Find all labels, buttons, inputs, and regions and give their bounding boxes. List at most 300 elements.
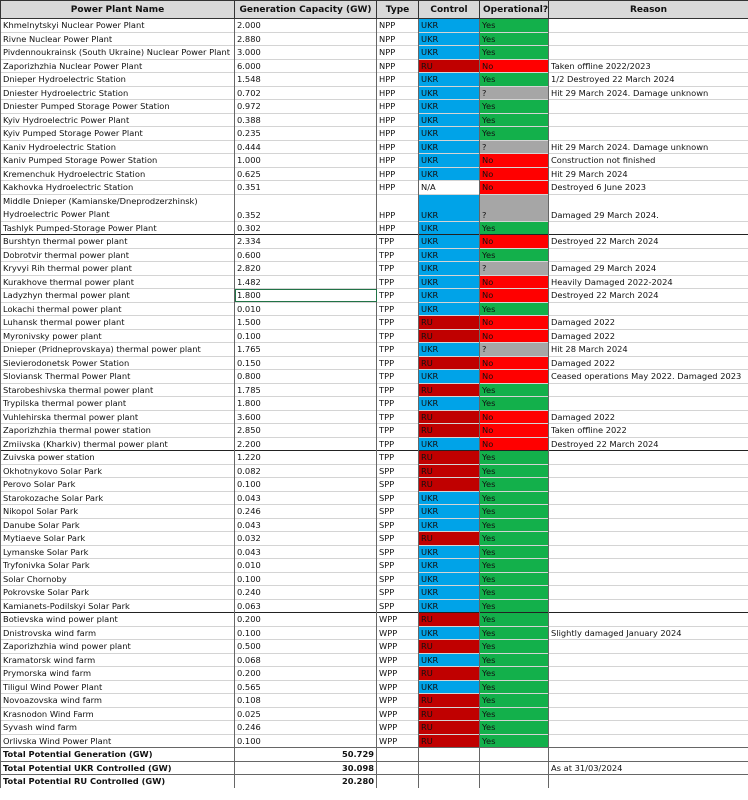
cell-operational[interactable]: No	[480, 316, 549, 330]
cell-control[interactable]: RU	[419, 451, 480, 465]
cell-plant-name[interactable]: Prymorska wind farm	[1, 667, 235, 681]
cell-capacity[interactable]: 0.565	[235, 680, 377, 694]
cell-plant-name[interactable]: Dniester Hydroelectric Station	[1, 86, 235, 100]
cell-type[interactable]: WPP	[377, 626, 419, 640]
cell-type[interactable]: NPP	[377, 19, 419, 33]
cell-type[interactable]: HPP	[377, 86, 419, 100]
cell-plant-name[interactable]: Kryvyi Rih thermal power plant	[1, 262, 235, 276]
total-value[interactable]: 30.098	[235, 761, 377, 775]
cell-operational[interactable]: Yes	[480, 491, 549, 505]
cell-type[interactable]: SPP	[377, 491, 419, 505]
cell-type[interactable]: SPP	[377, 572, 419, 586]
cell-capacity[interactable]: 0.702	[235, 86, 377, 100]
cell-control[interactable]: UKR	[419, 505, 480, 519]
cell-capacity[interactable]: 0.351	[235, 181, 377, 195]
cell-plant-name[interactable]: Luhansk thermal power plant	[1, 316, 235, 330]
cell-capacity[interactable]: 3.000	[235, 46, 377, 60]
cell-plant-name[interactable]: Botievska wind power plant	[1, 613, 235, 627]
cell-reason[interactable]	[549, 707, 748, 721]
cell-plant-name[interactable]: Myronivsky power plant	[1, 329, 235, 343]
cell-operational[interactable]: Yes	[480, 613, 549, 627]
cell-type[interactable]: HPP	[377, 221, 419, 235]
cell-plant-name[interactable]: Vuhlehirska thermal power plant	[1, 410, 235, 424]
cell-plant-name[interactable]: Zaporizhzhia thermal power station	[1, 424, 235, 438]
cell-operational[interactable]: Yes	[480, 73, 549, 87]
cell-type[interactable]: TPP	[377, 451, 419, 465]
cell-reason[interactable]	[549, 127, 748, 141]
cell-type[interactable]: SPP	[377, 545, 419, 559]
cell-operational[interactable]: No	[480, 289, 549, 303]
cell-control[interactable]: RU	[419, 532, 480, 546]
cell-operational[interactable]: Yes	[480, 127, 549, 141]
total-empty[interactable]	[419, 761, 480, 775]
cell-control[interactable]: RU	[419, 383, 480, 397]
cell-capacity[interactable]: 0.100	[235, 478, 377, 492]
cell-capacity[interactable]: 0.800	[235, 370, 377, 384]
cell-operational[interactable]: No	[480, 181, 549, 195]
cell-reason[interactable]	[549, 640, 748, 654]
cell-plant-name[interactable]: Burshtyn thermal power plant	[1, 235, 235, 249]
cell-capacity[interactable]: 0.240	[235, 586, 377, 600]
cell-operational[interactable]: ?	[480, 262, 549, 276]
cell-control[interactable]: UKR	[419, 397, 480, 411]
cell-plant-name[interactable]: Kurakhove thermal power plant	[1, 275, 235, 289]
cell-type[interactable]: TPP	[377, 437, 419, 451]
cell-plant-name[interactable]: Kakhovka Hydroelectric Station	[1, 181, 235, 195]
cell-reason[interactable]: Damaged 2022	[549, 316, 748, 330]
cell-control[interactable]: UKR	[419, 100, 480, 114]
cell-type[interactable]: WPP	[377, 640, 419, 654]
cell-type[interactable]: NPP	[377, 46, 419, 60]
cell-plant-name[interactable]: Danube Solar Park	[1, 518, 235, 532]
cell-control[interactable]: RU	[419, 694, 480, 708]
cell-operational[interactable]: ?	[480, 140, 549, 154]
cell-plant-name[interactable]: Pokrovske Solar Park	[1, 586, 235, 600]
cell-plant-name[interactable]: Pivdennoukrainsk (South Ukraine) Nuclear Power Plant	[1, 46, 235, 60]
cell-type[interactable]: HPP	[377, 181, 419, 195]
cell-capacity[interactable]: 2.334	[235, 235, 377, 249]
cell-reason[interactable]: Slightly damaged January 2024	[549, 626, 748, 640]
cell-reason[interactable]	[549, 32, 748, 46]
cell-plant-name[interactable]: Kaniv Hydroelectric Station	[1, 140, 235, 154]
cell-reason[interactable]	[549, 383, 748, 397]
cell-reason[interactable]	[549, 532, 748, 546]
cell-type[interactable]: TPP	[377, 410, 419, 424]
cell-capacity[interactable]: 0.246	[235, 505, 377, 519]
cell-reason[interactable]	[549, 518, 748, 532]
cell-type[interactable]: TPP	[377, 329, 419, 343]
cell-type[interactable]: TPP	[377, 370, 419, 384]
cell-type[interactable]: NPP	[377, 32, 419, 46]
cell-control[interactable]: RU	[419, 329, 480, 343]
cell-control[interactable]: RU	[419, 478, 480, 492]
cell-plant-name[interactable]: Trypilska thermal power plant	[1, 397, 235, 411]
cell-reason[interactable]	[549, 46, 748, 60]
cell-control[interactable]: UKR	[419, 248, 480, 262]
cell-reason[interactable]: Hit 29 March 2024. Damage unknown	[549, 86, 748, 100]
cell-plant-name[interactable]: Rivne Nuclear Power Plant	[1, 32, 235, 46]
cell-operational[interactable]: No	[480, 370, 549, 384]
cell-operational[interactable]: Yes	[480, 572, 549, 586]
cell-operational[interactable]: No	[480, 437, 549, 451]
cell-plant-name[interactable]: Dnieper (Pridneprovskaya) thermal power plant	[1, 343, 235, 357]
cell-capacity[interactable]: 1.785	[235, 383, 377, 397]
cell-capacity[interactable]: 0.063	[235, 599, 377, 613]
cell-control[interactable]: RU	[419, 410, 480, 424]
cell-control[interactable]: UKR	[419, 518, 480, 532]
cell-type[interactable]: TPP	[377, 262, 419, 276]
cell-control[interactable]: UKR	[419, 127, 480, 141]
cell-reason[interactable]	[549, 545, 748, 559]
total-label[interactable]: Total Potential UKR Controlled (GW)	[1, 761, 235, 775]
cell-operational[interactable]: Yes	[480, 113, 549, 127]
cell-plant-name[interactable]: Zmiivska (Kharkiv) thermal power plant	[1, 437, 235, 451]
cell-operational[interactable]: Yes	[480, 667, 549, 681]
cell-plant-name[interactable]: Novoazovska wind farm	[1, 694, 235, 708]
cell-reason[interactable]: Hit 28 March 2024	[549, 343, 748, 357]
cell-control[interactable]: UKR	[419, 586, 480, 600]
cell-type[interactable]: HPP	[377, 73, 419, 87]
cell-type[interactable]: TPP	[377, 302, 419, 316]
cell-type[interactable]: SPP	[377, 559, 419, 573]
header-reason[interactable]: Reason	[549, 1, 748, 19]
cell-operational[interactable]: No	[480, 329, 549, 343]
cell-type[interactable]: HPP	[377, 127, 419, 141]
cell-type[interactable]: WPP	[377, 721, 419, 735]
cell-operational[interactable]: No	[480, 59, 549, 73]
cell-type[interactable]: SPP	[377, 464, 419, 478]
cell-plant-name[interactable]: Mytiaeve Solar Park	[1, 532, 235, 546]
cell-type[interactable]: TPP	[377, 424, 419, 438]
cell-plant-name[interactable]: Kyiv Hydroelectric Power Plant	[1, 113, 235, 127]
cell-type[interactable]: TPP	[377, 316, 419, 330]
cell-plant-name[interactable]: Zaporizhzhia Nuclear Power Plant	[1, 59, 235, 73]
cell-type[interactable]: NPP	[377, 59, 419, 73]
cell-capacity[interactable]: 2.820	[235, 262, 377, 276]
cell-control[interactable]: RU	[419, 464, 480, 478]
cell-capacity[interactable]: 1.548	[235, 73, 377, 87]
cell-reason[interactable]	[549, 302, 748, 316]
cell-type[interactable]: TPP	[377, 343, 419, 357]
total-label[interactable]: Total Potential Generation (GW)	[1, 748, 235, 762]
total-empty[interactable]	[480, 775, 549, 788]
cell-type[interactable]: WPP	[377, 613, 419, 627]
cell-reason[interactable]: 1/2 Destroyed 22 March 2024	[549, 73, 748, 87]
cell-type[interactable]: WPP	[377, 653, 419, 667]
cell-plant-name[interactable]: Kamianets-Podilskyi Solar Park	[1, 599, 235, 613]
cell-control[interactable]: UKR	[419, 167, 480, 181]
cell-reason[interactable]: Destroyed 22 March 2024	[549, 235, 748, 249]
cell-plant-name[interactable]: Orlivska Wind Power Plant	[1, 734, 235, 748]
cell-capacity[interactable]: 0.082	[235, 464, 377, 478]
cell-operational[interactable]: Yes	[480, 19, 549, 33]
cell-type[interactable]: HPP	[377, 100, 419, 114]
cell-capacity[interactable]: 1.800	[235, 289, 377, 303]
cell-plant-name[interactable]: Krasnodon Wind Farm	[1, 707, 235, 721]
cell-operational[interactable]: Yes	[480, 586, 549, 600]
total-value[interactable]: 50.729	[235, 748, 377, 762]
cell-operational[interactable]: ?	[480, 343, 549, 357]
cell-type[interactable]: WPP	[377, 694, 419, 708]
cell-capacity[interactable]: 2.850	[235, 424, 377, 438]
cell-control[interactable]: RU	[419, 707, 480, 721]
cell-operational[interactable]: Yes	[480, 545, 549, 559]
cell-operational[interactable]: Yes	[480, 397, 549, 411]
cell-reason[interactable]	[549, 397, 748, 411]
cell-capacity[interactable]: 0.010	[235, 559, 377, 573]
cell-reason[interactable]: Ceased operations May 2022. Damaged 2023	[549, 370, 748, 384]
cell-reason[interactable]: Damaged 29 March 2024	[549, 262, 748, 276]
cell-operational[interactable]: Yes	[480, 559, 549, 573]
cell-control[interactable]: UKR	[419, 32, 480, 46]
cell-capacity[interactable]: 0.068	[235, 653, 377, 667]
cell-operational[interactable]: Yes	[480, 640, 549, 654]
cell-reason[interactable]	[549, 491, 748, 505]
cell-operational[interactable]: Yes	[480, 464, 549, 478]
cell-control[interactable]: RU	[419, 59, 480, 73]
cell-capacity[interactable]: 0.043	[235, 518, 377, 532]
cell-type[interactable]: WPP	[377, 667, 419, 681]
cell-type[interactable]: WPP	[377, 707, 419, 721]
cell-control[interactable]: RU	[419, 613, 480, 627]
cell-reason[interactable]: Heavily Damaged 2022-2024	[549, 275, 748, 289]
cell-plant-name[interactable]: Dnieper Hydroelectric Station	[1, 73, 235, 87]
total-note[interactable]: As at 31/03/2024	[549, 761, 748, 775]
cell-control[interactable]: UKR	[419, 19, 480, 33]
cell-operational[interactable]: Yes	[480, 100, 549, 114]
cell-capacity[interactable]: 0.972	[235, 100, 377, 114]
total-empty[interactable]	[377, 748, 419, 762]
cell-capacity[interactable]: 0.302	[235, 221, 377, 235]
cell-operational[interactable]: No	[480, 235, 549, 249]
cell-reason[interactable]	[549, 572, 748, 586]
total-label[interactable]: Total Potential RU Controlled (GW)	[1, 775, 235, 788]
cell-operational[interactable]: Yes	[480, 707, 549, 721]
cell-capacity[interactable]: 0.032	[235, 532, 377, 546]
cell-capacity[interactable]: 0.200	[235, 667, 377, 681]
total-note[interactable]	[549, 748, 748, 762]
cell-plant-name[interactable]: Middle Dnieper (Kamianske/Dneprodzerzhinsk) Hydroelectric Power Plant	[1, 194, 235, 221]
cell-capacity[interactable]: 0.444	[235, 140, 377, 154]
cell-operational[interactable]: Yes	[480, 626, 549, 640]
cell-plant-name[interactable]: Nikopol Solar Park	[1, 505, 235, 519]
cell-control[interactable]: RU	[419, 640, 480, 654]
cell-control[interactable]: UKR	[419, 289, 480, 303]
cell-control[interactable]: UKR	[419, 437, 480, 451]
header-type[interactable]: Type	[377, 1, 419, 19]
cell-control[interactable]: UKR	[419, 559, 480, 573]
cell-reason[interactable]: Damaged 2022	[549, 356, 748, 370]
cell-reason[interactable]	[549, 559, 748, 573]
cell-plant-name[interactable]: Kramatorsk wind farm	[1, 653, 235, 667]
cell-capacity[interactable]: 0.352	[235, 194, 377, 221]
cell-capacity[interactable]: 0.235	[235, 127, 377, 141]
cell-reason[interactable]	[549, 694, 748, 708]
cell-control[interactable]: UKR	[419, 275, 480, 289]
cell-plant-name[interactable]: Lokachi thermal power plant	[1, 302, 235, 316]
cell-capacity[interactable]: 3.600	[235, 410, 377, 424]
cell-capacity[interactable]: 1.482	[235, 275, 377, 289]
cell-control[interactable]: UKR	[419, 680, 480, 694]
cell-control[interactable]: UKR	[419, 154, 480, 168]
cell-reason[interactable]: Hit 29 March 2024. Damage unknown	[549, 140, 748, 154]
cell-reason[interactable]: Destroyed 22 March 2024	[549, 289, 748, 303]
cell-reason[interactable]	[549, 721, 748, 735]
cell-plant-name[interactable]: Sloviansk Thermal Power Plant	[1, 370, 235, 384]
cell-capacity[interactable]: 0.100	[235, 329, 377, 343]
cell-capacity[interactable]: 0.150	[235, 356, 377, 370]
cell-capacity[interactable]: 0.500	[235, 640, 377, 654]
cell-reason[interactable]	[549, 599, 748, 613]
cell-operational[interactable]: Yes	[480, 532, 549, 546]
cell-plant-name[interactable]: Starobeshivska thermal power plant	[1, 383, 235, 397]
cell-control[interactable]: UKR	[419, 343, 480, 357]
cell-plant-name[interactable]: Perovo Solar Park	[1, 478, 235, 492]
cell-control[interactable]: UKR	[419, 140, 480, 154]
cell-control[interactable]: RU	[419, 667, 480, 681]
cell-type[interactable]: SPP	[377, 518, 419, 532]
cell-type[interactable]: TPP	[377, 289, 419, 303]
cell-control[interactable]: UKR	[419, 599, 480, 613]
cell-type[interactable]: HPP	[377, 113, 419, 127]
cell-capacity[interactable]: 1.000	[235, 154, 377, 168]
cell-type[interactable]: TPP	[377, 275, 419, 289]
cell-operational[interactable]: Yes	[480, 478, 549, 492]
cell-control[interactable]: RU	[419, 316, 480, 330]
cell-plant-name[interactable]: Starokozache Solar Park	[1, 491, 235, 505]
total-empty[interactable]	[377, 761, 419, 775]
cell-control[interactable]: UKR	[419, 370, 480, 384]
cell-type[interactable]: SPP	[377, 586, 419, 600]
cell-reason[interactable]	[549, 100, 748, 114]
cell-reason[interactable]	[549, 221, 748, 235]
cell-capacity[interactable]: 6.000	[235, 59, 377, 73]
cell-type[interactable]: HPP	[377, 167, 419, 181]
cell-operational[interactable]: Yes	[480, 721, 549, 735]
cell-plant-name[interactable]: Dnistrovska wind farm	[1, 626, 235, 640]
cell-plant-name[interactable]: Dniester Pumped Storage Power Station	[1, 100, 235, 114]
cell-operational[interactable]: No	[480, 167, 549, 181]
header-operational[interactable]: Operational?	[480, 1, 549, 19]
cell-plant-name[interactable]: Khmelnytskyi Nuclear Power Plant	[1, 19, 235, 33]
cell-control[interactable]: UKR	[419, 46, 480, 60]
header-control[interactable]: Control	[419, 1, 480, 19]
cell-operational[interactable]: Yes	[480, 680, 549, 694]
cell-capacity[interactable]: 0.100	[235, 626, 377, 640]
cell-plant-name[interactable]: Kyiv Pumped Storage Power Plant	[1, 127, 235, 141]
cell-control[interactable]: UKR	[419, 653, 480, 667]
total-value[interactable]: 20.280	[235, 775, 377, 788]
cell-reason[interactable]	[549, 734, 748, 748]
cell-operational[interactable]: Yes	[480, 221, 549, 235]
cell-plant-name[interactable]: Solar Chornoby	[1, 572, 235, 586]
cell-plant-name[interactable]: Lymanske Solar Park	[1, 545, 235, 559]
cell-operational[interactable]: Yes	[480, 694, 549, 708]
cell-reason[interactable]	[549, 19, 748, 33]
cell-plant-name[interactable]: Dobrotvir thermal power plant	[1, 248, 235, 262]
cell-capacity[interactable]: 1.765	[235, 343, 377, 357]
header-plant-name[interactable]: Power Plant Name	[1, 1, 235, 19]
cell-plant-name[interactable]: Syvash wind farm	[1, 721, 235, 735]
cell-operational[interactable]: Yes	[480, 46, 549, 60]
cell-control[interactable]: UKR	[419, 572, 480, 586]
cell-type[interactable]: TPP	[377, 397, 419, 411]
cell-plant-name[interactable]: Kremenchuk Hydroelectric Station	[1, 167, 235, 181]
cell-reason[interactable]	[549, 464, 748, 478]
cell-reason[interactable]: Hit 29 March 2024	[549, 167, 748, 181]
cell-reason[interactable]: Damaged 2022	[549, 410, 748, 424]
cell-control[interactable]: UKR	[419, 235, 480, 249]
cell-plant-name[interactable]: Tashlyk Pumped-Storage Power Plant	[1, 221, 235, 235]
cell-operational[interactable]: Yes	[480, 505, 549, 519]
cell-capacity[interactable]: 2.880	[235, 32, 377, 46]
cell-operational[interactable]: No	[480, 410, 549, 424]
cell-plant-name[interactable]: Tiligul Wind Power Plant	[1, 680, 235, 694]
cell-operational[interactable]: No	[480, 356, 549, 370]
cell-capacity[interactable]: 0.100	[235, 734, 377, 748]
cell-operational[interactable]: Yes	[480, 734, 549, 748]
cell-operational[interactable]: Yes	[480, 383, 549, 397]
cell-capacity[interactable]: 1.220	[235, 451, 377, 465]
cell-plant-name[interactable]: Zuivska power station	[1, 451, 235, 465]
cell-reason[interactable]	[549, 680, 748, 694]
cell-reason[interactable]	[549, 478, 748, 492]
cell-operational[interactable]: Yes	[480, 248, 549, 262]
cell-operational[interactable]: Yes	[480, 302, 549, 316]
cell-reason[interactable]	[549, 248, 748, 262]
cell-type[interactable]: TPP	[377, 383, 419, 397]
cell-capacity[interactable]: 0.025	[235, 707, 377, 721]
cell-reason[interactable]	[549, 653, 748, 667]
cell-control[interactable]: N/A	[419, 181, 480, 195]
cell-control[interactable]: RU	[419, 734, 480, 748]
cell-type[interactable]: TPP	[377, 356, 419, 370]
cell-capacity[interactable]: 1.800	[235, 397, 377, 411]
total-empty[interactable]	[419, 748, 480, 762]
cell-type[interactable]: HPP	[377, 194, 419, 221]
cell-capacity[interactable]: 0.200	[235, 613, 377, 627]
cell-control[interactable]: UKR	[419, 626, 480, 640]
cell-plant-name[interactable]: Okhotnykovo Solar Park	[1, 464, 235, 478]
cell-operational[interactable]: No	[480, 275, 549, 289]
total-empty[interactable]	[419, 775, 480, 788]
cell-operational[interactable]: No	[480, 424, 549, 438]
cell-type[interactable]: SPP	[377, 532, 419, 546]
cell-type[interactable]: SPP	[377, 599, 419, 613]
cell-type[interactable]: TPP	[377, 235, 419, 249]
cell-type[interactable]: WPP	[377, 734, 419, 748]
cell-capacity[interactable]: 0.388	[235, 113, 377, 127]
cell-reason[interactable]: Taken offline 2022/2023	[549, 59, 748, 73]
cell-control[interactable]: UKR	[419, 113, 480, 127]
cell-reason[interactable]: Taken offline 2022	[549, 424, 748, 438]
cell-operational[interactable]: Yes	[480, 653, 549, 667]
cell-reason[interactable]: Destroyed 22 March 2024	[549, 437, 748, 451]
cell-type[interactable]: TPP	[377, 248, 419, 262]
cell-plant-name[interactable]: Tryfonivka Solar Park	[1, 559, 235, 573]
cell-capacity[interactable]: 0.625	[235, 167, 377, 181]
cell-control[interactable]: UKR	[419, 262, 480, 276]
cell-reason[interactable]: Construction not finished	[549, 154, 748, 168]
total-empty[interactable]	[480, 748, 549, 762]
cell-type[interactable]: SPP	[377, 478, 419, 492]
cell-operational[interactable]: Yes	[480, 451, 549, 465]
cell-control[interactable]: UKR	[419, 194, 480, 221]
cell-type[interactable]: HPP	[377, 154, 419, 168]
cell-operational[interactable]: Yes	[480, 32, 549, 46]
total-empty[interactable]	[377, 775, 419, 788]
cell-reason[interactable]: Damaged 2022	[549, 329, 748, 343]
